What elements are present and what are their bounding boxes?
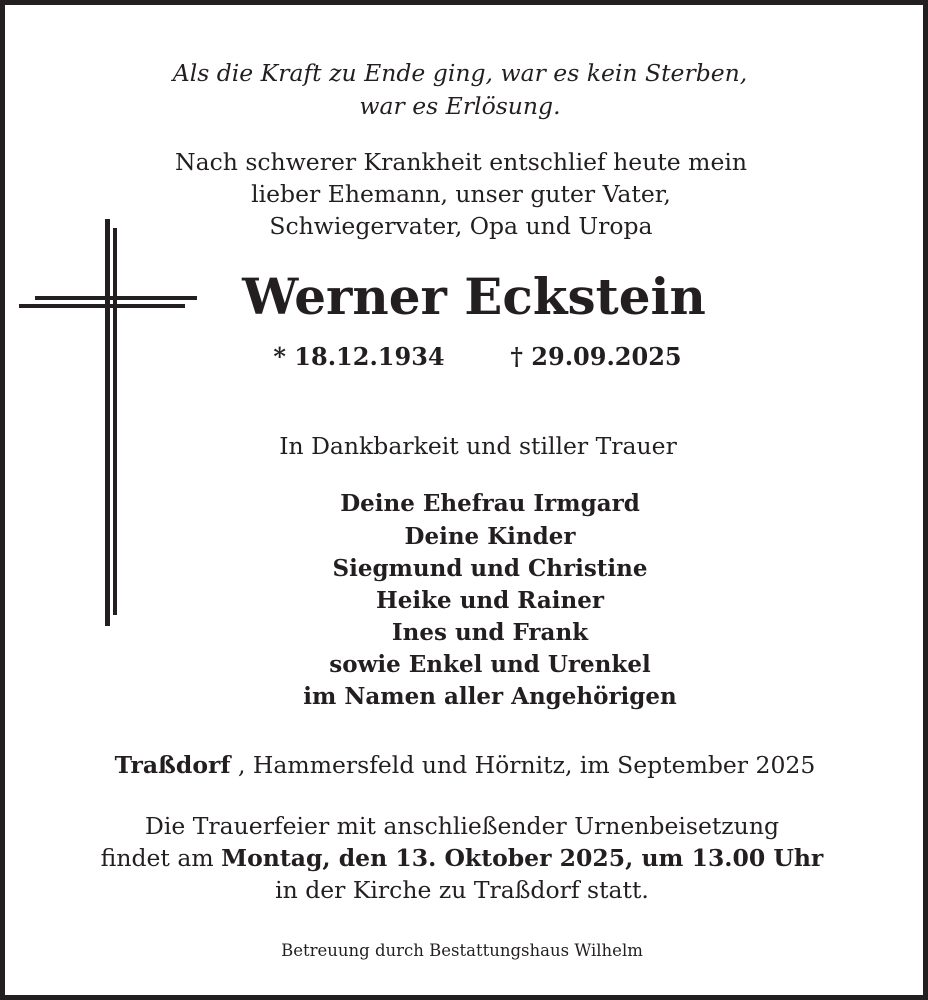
funeral-date: Montag, den 13. Oktober 2025, um 13.00 Uhr bbox=[221, 844, 824, 872]
intro-line-1: Nach schwerer Krankheit entschlief heute mein bbox=[175, 148, 747, 176]
intro-line-2: lieber Ehemann, unser guter Vater, bbox=[251, 180, 671, 208]
mourner-line: sowie Enkel und Urenkel bbox=[329, 651, 651, 678]
death-date: † 29.09.2025 bbox=[510, 342, 682, 371]
mourner-line: im Namen aller Angehörigen bbox=[303, 683, 677, 710]
motto-line-1: Als die Kraft zu Ende ging, war es kein Sterben, bbox=[172, 59, 748, 87]
town-name: Traßdorf bbox=[114, 751, 231, 779]
mourner-line: Ines und Frank bbox=[391, 619, 589, 646]
funeral-prefix: findet am bbox=[100, 844, 222, 872]
mourner-line: Deine Kinder bbox=[404, 523, 576, 550]
mourner-line: Heike und Rainer bbox=[376, 587, 604, 614]
funeral-line-2 bbox=[0, 842, 926, 874]
place-rest: , Hammersfeld und Hörnitz, im September 2025 bbox=[230, 751, 816, 779]
mourning-line: In Dankbarkeit und stiller Trauer bbox=[279, 432, 677, 460]
deceased-name: Werner Eckstein bbox=[242, 267, 706, 326]
place-date-line bbox=[1, 749, 928, 781]
mourner-line: Deine Ehefrau Irmgard bbox=[340, 490, 640, 517]
motto-line-2: war es Erlösung. bbox=[359, 92, 561, 120]
undertaker-credit: Betreuung durch Bestattungshaus Wilhelm bbox=[281, 941, 643, 960]
funeral-line-3: in der Kirche zu Traßdorf statt. bbox=[275, 876, 649, 904]
birth-date: * 18.12.1934 bbox=[273, 342, 445, 371]
mourner-line: Siegmund und Christine bbox=[332, 555, 648, 582]
intro-line-3: Schwiegervater, Opa und Uropa bbox=[269, 212, 653, 240]
funeral-line-1: Die Trauerfeier mit anschließender Urnenbeisetzung bbox=[145, 812, 779, 840]
